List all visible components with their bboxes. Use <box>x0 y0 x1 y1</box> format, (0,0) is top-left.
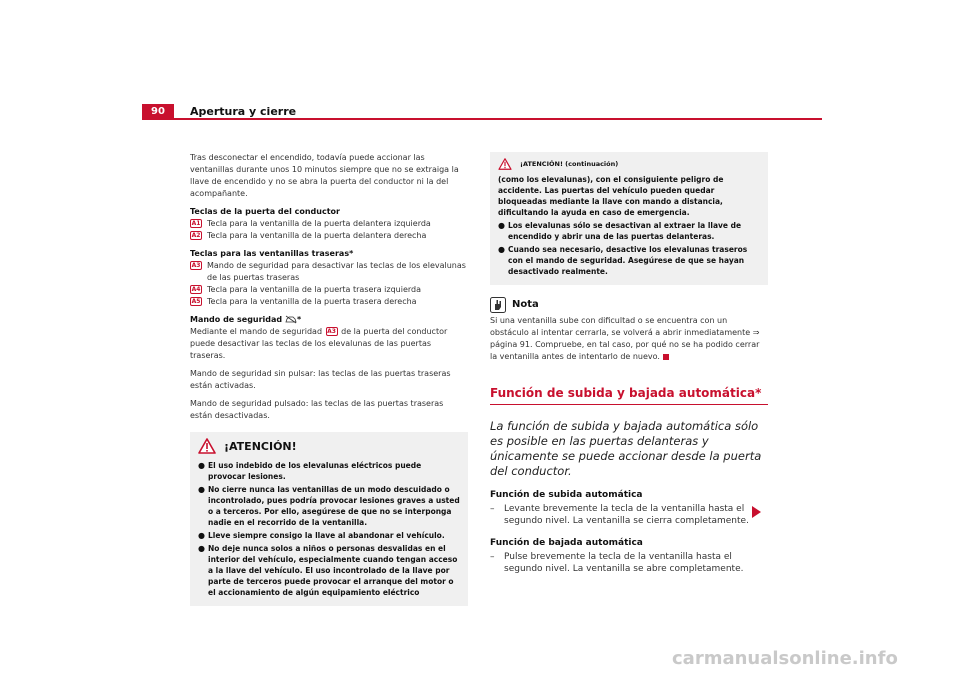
page-header-title: Apertura y cierre <box>190 105 297 118</box>
key-description: Mando de seguridad para desactivar las teclas de los elevalunas de las puertas traseras <box>207 261 466 282</box>
note-hand-icon <box>490 297 506 313</box>
warning-lead: (como los elevalunas), con el consiguiente peligro de accidente. Las puertas del vehículo pueden quedar bloqueadas mediante la llave con mando a distancia, dificultando la ayuda en caso de emergencia. <box>498 175 724 217</box>
key-description: Tecla para la ventanilla de la puerta delantera izquierda <box>207 219 431 228</box>
warning-box-continued <box>490 152 768 285</box>
rear-keys-label: Teclas para las ventanillas traseras* <box>190 249 354 258</box>
safety-paragraph-2: Mando de seguridad sin pulsar: las teclas de las puertas traseras están activadas. <box>190 369 451 390</box>
watermark: carmanualsonline.info <box>672 648 898 669</box>
auto-up-title: Función de subida automática <box>490 490 643 500</box>
key-description: Tecla para la ventanilla de la puerta trasera izquierda <box>207 285 421 294</box>
safety-text-b: de la puerta del conductor puede desactivar las teclas de los elevalunas de las puertas traseras. <box>190 327 448 360</box>
warning-item-text: Cuando sea necesario, desactive los elevalunas traseros con el mando de seguridad. Asegúrese de que se hayan desactivado realmente. <box>508 245 748 276</box>
left-column <box>190 152 468 606</box>
child-lock-icon <box>285 315 297 324</box>
key-badge-icon: A4 <box>191 285 201 293</box>
dash-marker: – <box>490 504 495 514</box>
key-row <box>190 218 468 230</box>
key-row <box>190 284 468 296</box>
auto-down-step <box>490 551 768 575</box>
warning-item <box>198 530 460 541</box>
safety-paragraph-1 <box>190 326 468 362</box>
warning-item <box>198 484 460 528</box>
bullet-icon: ● <box>198 544 205 553</box>
bullet-icon: ● <box>498 221 505 230</box>
warning-item-text: Los elevalunas sólo se desactivan al extraer la llave de encendido y abrir una de las puertas delanteras. <box>508 221 742 241</box>
note-title: Nota <box>512 299 539 310</box>
front-keys-label: Teclas de la puerta del conductor <box>190 207 340 216</box>
warning-header <box>198 438 460 454</box>
warning-item-text: No deje nunca solos a niños o personas desvalidas en el interior del vehículo, especialmente cuando tengan acceso a la llave del vehículo. El uso incontrolado de la llave por parte de terceros puede provocar el arranque del motor o el accionamiento de algún equipamiento eléctrico <box>208 544 458 597</box>
auto-up-text: Levante brevemente la tecla de la ventanilla hasta el segundo nivel. La ventanilla se cierra completamente. <box>504 504 749 526</box>
dash-marker: – <box>490 552 495 562</box>
key-description: Tecla para la ventanilla de la puerta delantera derecha <box>207 231 427 240</box>
key-badge-icon: A3 <box>327 327 336 335</box>
page-number: 90 <box>142 104 174 120</box>
right-column <box>490 152 768 575</box>
warning-item <box>198 460 460 482</box>
key-badge-icon: A5 <box>191 297 201 305</box>
note-text-content: Si una ventanilla sube con dificultad o se encuentra con un obstáculo al intentar cerrarla, se volverá a abrir inmediatamente ⇒ página 91. Compruebe, en tal caso, por qué no se ha podido cerrar la ventanilla antes de intentarlo de nuevo. <box>490 316 760 361</box>
warning-triangle-icon <box>498 158 512 170</box>
safety-label-text: Mando de seguridad <box>190 315 283 324</box>
warning-item <box>198 543 460 598</box>
warning-item-text: No cierre nunca las ventanillas de un modo descuidado o incontrolado, pues podría provocar lesiones graves a usted o a terceros. Por ello, asegúrese de que no se interponga nadie en el recorrido de la ventanilla. <box>208 485 460 527</box>
auto-down-text: Pulse brevemente la tecla de la ventanilla hasta el segundo nivel. La ventanilla se abre completamente. <box>504 552 744 574</box>
warning-item-text: El uso indebido de los elevalunas eléctricos puede provocar lesiones. <box>208 461 422 481</box>
bullet-icon: ● <box>198 531 205 540</box>
section-intro: La función de subida y bajada automática sólo es posible en las puertas delanteras y únicamente se puede accionar desde la puerta del conductor. <box>490 419 762 478</box>
key-row <box>190 230 468 242</box>
header-rule <box>142 118 822 120</box>
auto-up-step <box>490 503 768 527</box>
warning-item <box>498 220 760 242</box>
note-header <box>490 297 768 313</box>
note-text <box>490 315 768 363</box>
warning-box <box>190 432 468 606</box>
safety-text-a: Mediante el mando de seguridad <box>190 327 323 336</box>
bullet-icon: ● <box>198 485 205 494</box>
key-badge-icon: A2 <box>191 231 201 239</box>
warning-title: ¡ATENCIÓN! <box>224 439 297 453</box>
optional-asterisk: * <box>296 315 302 324</box>
warning-item <box>498 244 760 277</box>
warning-item-text: Lleve siempre consigo la llave al abandonar el vehículo. <box>208 531 445 540</box>
next-page-arrow-icon[interactable] <box>752 506 761 518</box>
warning-title: ¡ATENCIÓN! (continuación) <box>520 159 619 168</box>
key-badge-icon: A3 <box>191 261 201 269</box>
end-of-section-icon <box>663 354 669 360</box>
bullet-icon: ● <box>198 461 205 470</box>
warning-header <box>498 158 760 170</box>
key-badge-icon: A1 <box>191 219 201 227</box>
key-description: Tecla para la ventanilla de la puerta trasera derecha <box>207 297 417 306</box>
safety-paragraph-3: Mando de seguridad pulsado: las teclas de las puertas traseras están desactivadas. <box>190 399 444 420</box>
bullet-icon: ● <box>498 245 505 254</box>
warning-triangle-icon <box>198 438 216 454</box>
auto-down-title: Función de bajada automática <box>490 538 643 548</box>
safety-switch-label <box>190 314 468 326</box>
key-row <box>190 296 468 308</box>
section-title: Función de subida y bajada automática* <box>490 387 768 405</box>
key-row <box>190 260 468 284</box>
intro-paragraph: Tras desconectar el encendido, todavía puede accionar las ventanillas durante unos 10 minutos siempre que no se extraiga la llave de encendido y no se abra la puerta del conductor ni la del acompañante. <box>190 153 459 198</box>
